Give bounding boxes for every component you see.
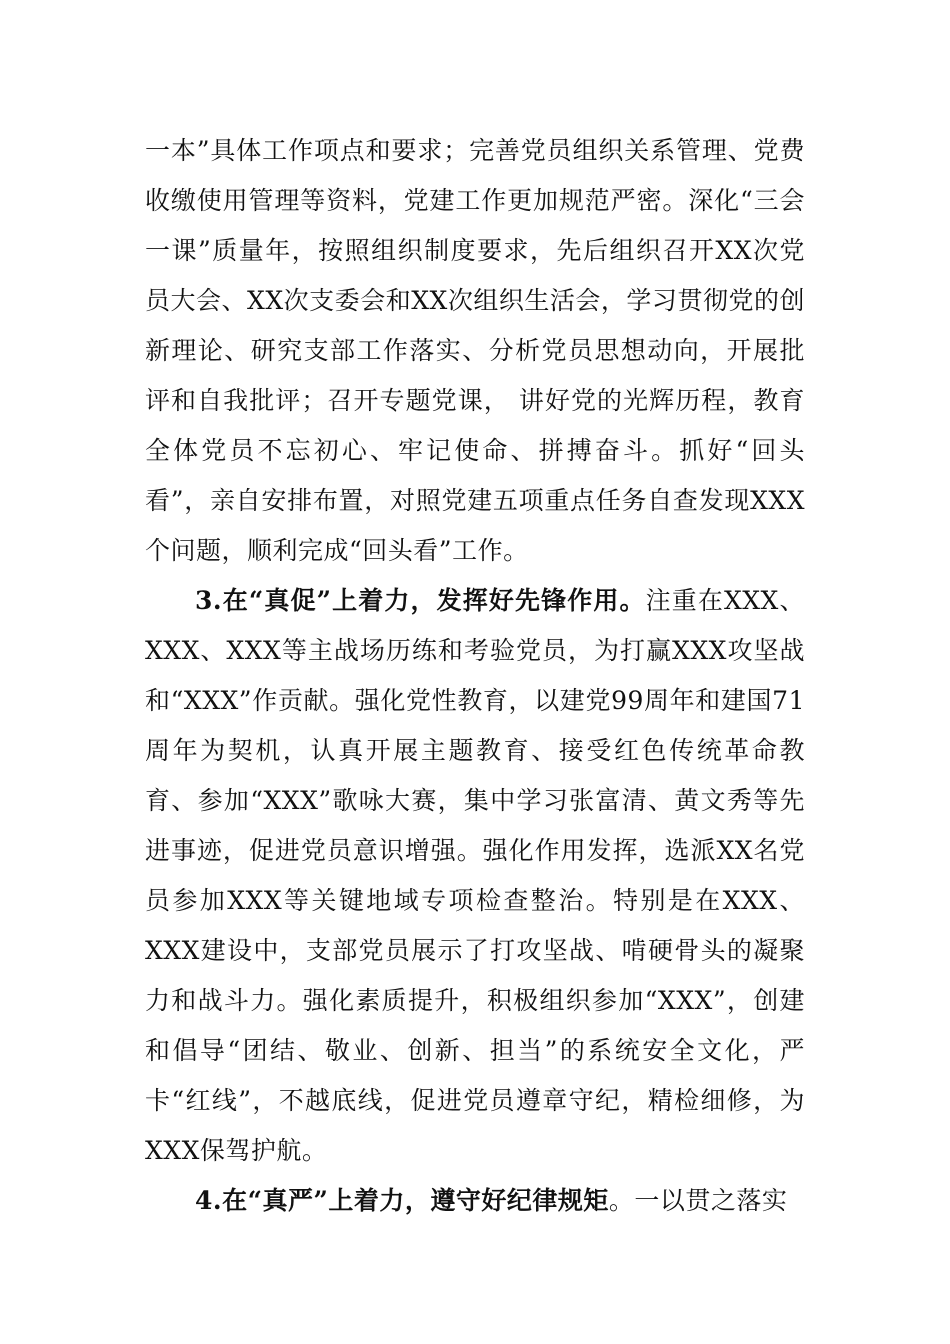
paragraph-2-text: 注重在XXX、XXX、XXX等主战场历练和考验党员，为打赢XXX攻坚战和“XXX”作贡献。强化党性教育，以建党99周年和建国71周年为契机，认真开展主题教育、接受红色传统革命教育、参加“XXX”歌咏大赛，集中学习张富清、黄文秀等先进事迹，促进党员意识增强。强化作用发挥，选派XX名党员参加XXX等关键地域专项检查整治。特别是在XXX、XXX建设中，支部党员展示了打攻坚战、啃硬骨头的凝聚力和战斗力。强化素质提升，积极组织参加“XXX”，创建和倡导“团结、敬业、创新、担当”的系统安全文化，严卡“红线”，不越底线，促进党员遵章守纪，精检细修，为XXX保驾护航。 bbox=[145, 586, 805, 1165]
paragraph-1 bbox=[145, 126, 805, 576]
paragraph-2 bbox=[145, 576, 805, 1176]
paragraph-2-heading: 3.在“真促”上着力，发挥好先锋作用。 bbox=[195, 586, 646, 615]
paragraph-3 bbox=[145, 1176, 805, 1226]
document-body bbox=[145, 126, 805, 1226]
paragraph-3-text: 。一以贯之落实 bbox=[608, 1186, 788, 1215]
paragraph-1-text: 一本”具体工作项点和要求；完善党员组织关系管理、党费收缴使用管理等资料，党建工作更加规范严密。深化“三会一课”质量年，按照组织制度要求，先后组织召开XX次党员大会、XX次支委会和XX次组织生活会，学习贯彻党的创新理论、研究支部工作落实、分析党员思想动向，开展批评和自我批评；召开专题党课， 讲好党的光辉历程，教育全体党员不忘初心、牢记使命、拼搏奋斗。抓好“回头看”，亲自安排布置，对照党建五项重点任务自查发现XXX个问题，顺利完成“回头看”工作。 bbox=[145, 136, 805, 565]
paragraph-3-heading: 4.在“真严”上着力，遵守好纪律规矩 bbox=[195, 1186, 609, 1215]
